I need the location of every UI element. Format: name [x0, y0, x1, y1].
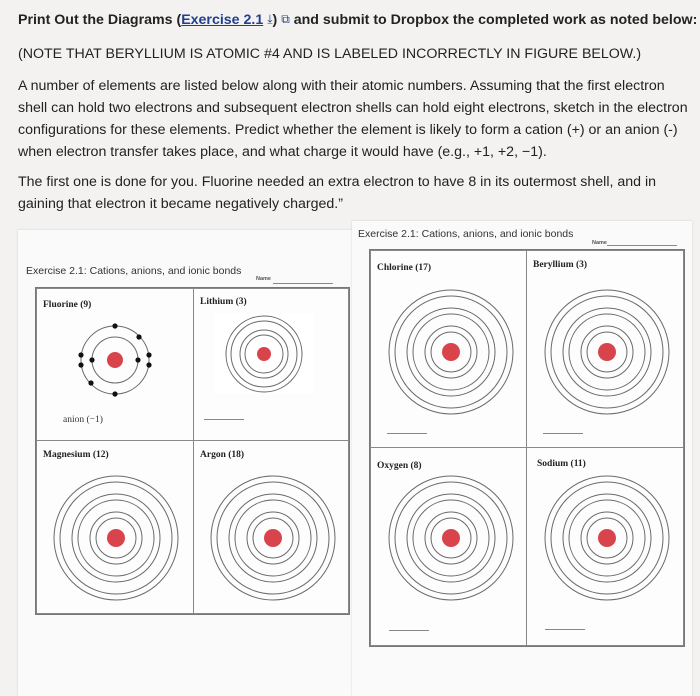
element-label: Chlorine (17) [377, 263, 432, 273]
element-label: Beryllium (3) [533, 260, 588, 270]
para1-line4: when electron transfer takes place, and what charge it would have (e.g., +1, +2, −1). [18, 144, 547, 160]
cell-fluorine [36, 288, 194, 441]
name-label: Name [256, 276, 271, 282]
element-label: Lithium (3) [200, 297, 247, 307]
instruction-prefix: Print Out the Diagrams ( [18, 12, 182, 28]
cell-beryllium [526, 250, 684, 448]
answer-blank [389, 630, 429, 631]
name-line [607, 245, 677, 246]
beryllium-atom-diagram [541, 286, 673, 418]
element-label: Argon (18) [200, 450, 245, 460]
magnesium-atom-diagram [47, 469, 185, 607]
right-grid [369, 249, 685, 647]
cell-argon [193, 440, 349, 614]
electron [78, 352, 83, 357]
worksheet-right [352, 221, 692, 696]
external-link-icon[interactable]: ⧉ [281, 12, 290, 26]
nucleus [442, 343, 460, 361]
electron [136, 334, 141, 339]
worksheet-left-title: Exercise 2.1: Cations, anions, and ionic bonds [26, 265, 242, 277]
name-label: Name [592, 240, 607, 246]
element-label: Magnesium (12) [43, 450, 109, 460]
electron [78, 362, 83, 367]
answer-text: anion (−1) [63, 415, 103, 425]
answer-blank [204, 419, 244, 420]
answer-blank [545, 629, 585, 630]
cell-sodium [526, 447, 684, 646]
cell-lithium [193, 288, 349, 441]
worksheet-right-title: Exercise 2.1: Cations, anions, and ionic bonds [358, 228, 574, 240]
argon-atom-diagram [204, 469, 342, 607]
electron [88, 380, 93, 385]
nucleus [264, 529, 282, 547]
electron [112, 323, 117, 328]
cell-magnesium [36, 440, 194, 614]
fluorine-atom-diagram [57, 319, 173, 401]
sodium-atom-diagram [541, 472, 673, 604]
electron [135, 357, 140, 362]
para1-line2: shell can hold two electrons and subsequent electron shells can hold eight electrons, sketch in the electron [18, 100, 688, 116]
nucleus [598, 529, 616, 547]
cell-chlorine [370, 250, 527, 448]
worksheet-left [18, 230, 358, 696]
download-icon[interactable]: ⤓ [267, 12, 273, 26]
instruction-line-1 [18, 8, 697, 31]
element-label: Oxygen (8) [377, 461, 422, 471]
para2-line1: The first one is done for you. Fluorine needed an extra electron to have 8 in its outermost shell, and in [18, 174, 657, 190]
answer-blank [543, 433, 583, 434]
nucleus [257, 347, 271, 361]
electron [146, 362, 151, 367]
para1-line3: configurations for these elements. Predict whether the element is likely to form a cation (+) or an anion (-) [18, 122, 678, 138]
instruction-suffix: and submit to Dropbox the completed work as noted below: [293, 12, 698, 28]
answer-blank [387, 433, 427, 434]
para1-line1: A number of elements are listed below along with their atomic numbers. Assuming that the first electron [18, 78, 665, 94]
lithium-atom-diagram [214, 314, 314, 394]
element-label: Fluorine (9) [43, 300, 92, 310]
electron [146, 352, 151, 357]
element-label: Sodium (11) [537, 459, 586, 469]
electron [112, 391, 117, 396]
note-line: (NOTE THAT BERYLLIUM IS ATOMIC #4 AND IS LABELED INCORRECTLY IN FIGURE BELOW.) [18, 46, 642, 62]
nucleus [107, 352, 123, 368]
chlorine-atom-diagram [385, 286, 517, 418]
nucleus [107, 529, 125, 547]
name-line [273, 283, 333, 284]
nucleus [442, 529, 460, 547]
para2-line2: gaining that electron it became negatively charged.” [18, 196, 343, 212]
cell-oxygen [370, 447, 527, 646]
left-grid [35, 287, 350, 615]
electron [89, 357, 94, 362]
nucleus [598, 343, 616, 361]
paren-close: ) [272, 12, 278, 28]
oxygen-atom-diagram [385, 472, 517, 604]
exercise-link[interactable]: Exercise 2.1 [181, 12, 264, 28]
